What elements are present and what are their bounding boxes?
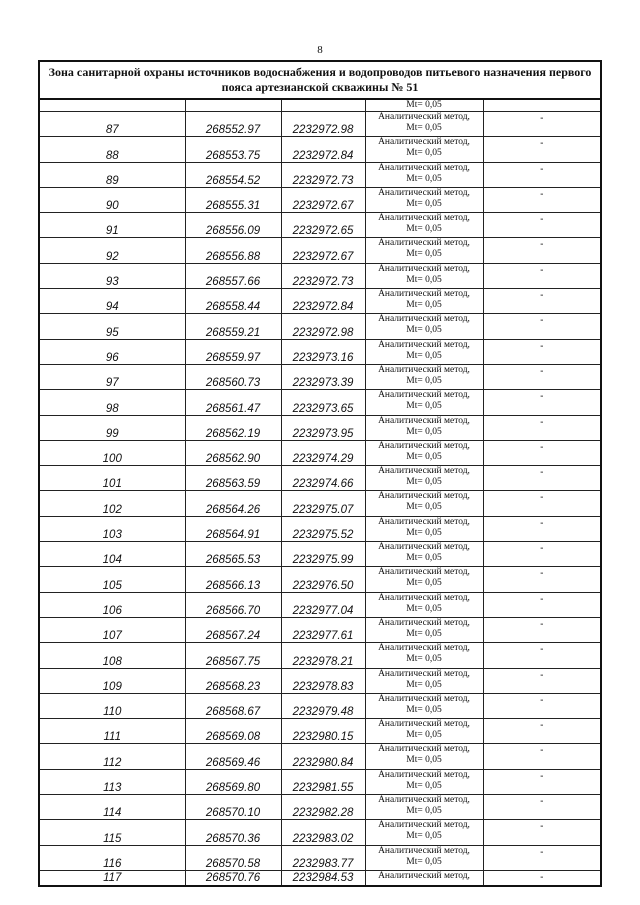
- cell-method: [365, 99, 483, 112]
- method-accuracy: Mt= 0,05: [406, 578, 442, 589]
- method-name: Аналитический метод,: [378, 112, 470, 122]
- cell-method: [365, 187, 483, 212]
- cell-method: [365, 339, 483, 364]
- note-dash: -: [483, 238, 601, 263]
- coordinate-y: 2232974.29: [281, 440, 365, 465]
- method-name: Аналитический метод,: [378, 314, 470, 325]
- coordinate-x: 268570.76: [185, 870, 281, 886]
- coordinate-y: 2232974.66: [281, 466, 365, 491]
- coordinate-y: 2232972.73: [281, 263, 365, 288]
- coordinate-y: 2232972.67: [281, 238, 365, 263]
- cell-method: [365, 820, 483, 845]
- table-row: [39, 364, 601, 389]
- cell-method: [365, 289, 483, 314]
- table-row: [39, 263, 601, 288]
- coordinate-y: 2232984.53: [281, 870, 365, 886]
- method-accuracy: Mt= 0,05: [406, 274, 442, 285]
- coordinate-x: 268554.52: [185, 162, 281, 187]
- coordinate-y: 2232973.65: [281, 390, 365, 415]
- coordinate-y: 2232980.84: [281, 744, 365, 769]
- coordinate-y: 2232977.61: [281, 617, 365, 642]
- point-number: 106: [39, 592, 185, 617]
- coordinate-y: 2232979.48: [281, 693, 365, 718]
- coordinate-y: 2232983.02: [281, 820, 365, 845]
- note-dash: -: [483, 187, 601, 212]
- method-accuracy: Mt= 0,05: [406, 704, 442, 715]
- method-accuracy: Mt= 0,05: [406, 375, 442, 386]
- coordinate-x: 268569.80: [185, 769, 281, 794]
- coordinate-x: 268570.58: [185, 845, 281, 870]
- table-row: [39, 238, 601, 263]
- point-number: 108: [39, 643, 185, 668]
- method-accuracy: Mt= 0,05: [406, 856, 442, 867]
- table-title: Зона санитарной охраны источников водоснабжения и водопроводов питьевого назначения первого пояса артезианской скважины № 51: [39, 61, 601, 99]
- point-number: 93: [39, 263, 185, 288]
- cell-method: [365, 213, 483, 238]
- method-name: Аналитический метод,: [378, 643, 470, 654]
- method-accuracy: Mt= 0,05: [406, 603, 442, 614]
- point-number: 103: [39, 516, 185, 541]
- note-dash: -: [483, 668, 601, 693]
- coordinate-x: 268570.36: [185, 820, 281, 845]
- coordinate-x: 268555.31: [185, 187, 281, 212]
- coordinate-y: 2232972.84: [281, 137, 365, 162]
- table-row: [39, 643, 601, 668]
- coordinate-x: 268568.23: [185, 668, 281, 693]
- boundary-points-table: [38, 60, 602, 887]
- method-accuracy: Mt= 0,05: [406, 100, 442, 110]
- coordinate-x: 268553.75: [185, 137, 281, 162]
- method-name: Аналитический метод,: [378, 339, 470, 350]
- table-row: [39, 744, 601, 769]
- method-accuracy: Mt= 0,05: [406, 350, 442, 361]
- coordinate-x: 268566.70: [185, 592, 281, 617]
- note-dash: -: [483, 516, 601, 541]
- coordinate-y: 2232975.52: [281, 516, 365, 541]
- coordinate-y: 2232972.84: [281, 289, 365, 314]
- cell-number: [39, 99, 185, 112]
- method-name: Аналитический метод,: [378, 744, 470, 755]
- table-row: [39, 491, 601, 516]
- method-accuracy: Mt= 0,05: [406, 148, 442, 159]
- table-row: [39, 289, 601, 314]
- table-row: [39, 390, 601, 415]
- method-accuracy: Mt= 0,05: [406, 755, 442, 766]
- method-name: Аналитический метод,: [378, 440, 470, 451]
- point-number: 97: [39, 364, 185, 389]
- note-dash: -: [483, 263, 601, 288]
- note-dash: -: [483, 845, 601, 870]
- cell-method: [365, 314, 483, 339]
- point-number: 87: [39, 112, 185, 137]
- cell-method: [365, 516, 483, 541]
- cell-method: [365, 364, 483, 389]
- coordinate-x: 268564.91: [185, 516, 281, 541]
- table-row: [39, 542, 601, 567]
- cell-method: [365, 845, 483, 870]
- table-row: [39, 719, 601, 744]
- coordinate-x: 268557.66: [185, 263, 281, 288]
- method-name: Аналитический метод,: [378, 364, 470, 375]
- coordinate-y: 2232972.65: [281, 213, 365, 238]
- method-name: Аналитический метод,: [378, 668, 470, 679]
- coordinate-y: 2232975.99: [281, 542, 365, 567]
- cell-method: [365, 795, 483, 820]
- method-accuracy: Mt= 0,05: [406, 477, 442, 488]
- coordinate-x: 268552.97: [185, 112, 281, 137]
- note-dash: -: [483, 592, 601, 617]
- cell-method: [365, 744, 483, 769]
- method-accuracy: Mt= 0,05: [406, 831, 442, 842]
- method-accuracy: Mt= 0,05: [406, 628, 442, 639]
- note-dash: -: [483, 870, 601, 886]
- method-accuracy: Mt= 0,05: [406, 224, 442, 235]
- method-accuracy: Mt= 0,05: [406, 173, 442, 184]
- coordinate-x: 268562.90: [185, 440, 281, 465]
- method-name: Аналитический метод,: [378, 617, 470, 628]
- coordinate-y: 2232975.07: [281, 491, 365, 516]
- cell-x: [185, 99, 281, 112]
- point-number: 92: [39, 238, 185, 263]
- coordinate-x: 268569.08: [185, 719, 281, 744]
- method-accuracy: Mt= 0,05: [406, 553, 442, 564]
- coordinate-x: 268558.44: [185, 289, 281, 314]
- cell-method: [365, 870, 483, 886]
- method-accuracy: Mt= 0,05: [406, 780, 442, 791]
- cell-method: [365, 542, 483, 567]
- page-number: 8: [317, 44, 323, 56]
- method-accuracy: Mt= 0,05: [406, 451, 442, 462]
- note-dash: -: [483, 364, 601, 389]
- point-number: 101: [39, 466, 185, 491]
- note-dash: -: [483, 795, 601, 820]
- table-row: [39, 693, 601, 718]
- point-number: 112: [39, 744, 185, 769]
- coordinate-y: 2232973.39: [281, 364, 365, 389]
- note-dash: -: [483, 314, 601, 339]
- point-number: 110: [39, 693, 185, 718]
- cell-method: [365, 769, 483, 794]
- point-number: 117: [39, 870, 185, 886]
- table-row: [39, 567, 601, 592]
- point-number: 115: [39, 820, 185, 845]
- table-row: [39, 137, 601, 162]
- coordinate-x: 268564.26: [185, 491, 281, 516]
- note-dash: -: [483, 162, 601, 187]
- coordinate-x: 268559.97: [185, 339, 281, 364]
- cell-method: [365, 668, 483, 693]
- note-dash: -: [483, 693, 601, 718]
- note-dash: -: [483, 390, 601, 415]
- coordinate-y: 2232972.98: [281, 314, 365, 339]
- method-accuracy: Mt= 0,05: [406, 679, 442, 690]
- note-dash: -: [483, 466, 601, 491]
- coordinate-x: 268561.47: [185, 390, 281, 415]
- note-dash: -: [483, 744, 601, 769]
- cell-method: [365, 643, 483, 668]
- cell-y: [281, 99, 365, 112]
- coordinate-y: 2232972.67: [281, 187, 365, 212]
- method-name: Аналитический метод,: [378, 390, 470, 401]
- method-name: Аналитический метод,: [378, 870, 470, 881]
- note-dash: -: [483, 643, 601, 668]
- table-row: [39, 466, 601, 491]
- method-name: Аналитический метод,: [378, 592, 470, 603]
- note-dash: -: [483, 112, 601, 137]
- point-number: 104: [39, 542, 185, 567]
- method-accuracy: Mt= 0,05: [406, 123, 442, 133]
- coordinate-x: 268556.09: [185, 213, 281, 238]
- coordinate-y: 2232973.95: [281, 415, 365, 440]
- point-number: 95: [39, 314, 185, 339]
- coordinate-x: 268567.24: [185, 617, 281, 642]
- table-row: [39, 314, 601, 339]
- coordinate-x: 268568.67: [185, 693, 281, 718]
- continuation-row: [39, 99, 601, 112]
- table-row: [39, 415, 601, 440]
- method-accuracy: Mt= 0,05: [406, 198, 442, 209]
- table-row: [39, 592, 601, 617]
- point-number: 88: [39, 137, 185, 162]
- method-name: Аналитический метод,: [378, 719, 470, 730]
- method-name: Аналитический метод,: [378, 187, 470, 198]
- note-dash: -: [483, 289, 601, 314]
- point-number: 107: [39, 617, 185, 642]
- point-number: 90: [39, 187, 185, 212]
- method-name: Аналитический метод,: [378, 415, 470, 426]
- method-name: Аналитический метод,: [378, 162, 470, 173]
- method-accuracy: Mt= 0,05: [406, 300, 442, 311]
- method-accuracy: Mt= 0,05: [406, 654, 442, 665]
- coordinate-y: 2232977.04: [281, 592, 365, 617]
- method-accuracy: Mt= 0,05: [406, 426, 442, 437]
- method-accuracy: Mt= 0,05: [406, 527, 442, 538]
- cell-method: [365, 238, 483, 263]
- method-name: Аналитический метод,: [378, 137, 470, 148]
- table-row: [39, 769, 601, 794]
- method-name: Аналитический метод,: [378, 693, 470, 704]
- cell-method: [365, 137, 483, 162]
- point-number: 100: [39, 440, 185, 465]
- method-name: Аналитический метод,: [378, 213, 470, 224]
- coordinate-x: 268565.53: [185, 542, 281, 567]
- coordinate-x: 268570.10: [185, 795, 281, 820]
- method-name: Аналитический метод,: [378, 491, 470, 502]
- method-name: Аналитический метод,: [378, 795, 470, 806]
- coordinate-y: 2232978.21: [281, 643, 365, 668]
- cell-method: [365, 415, 483, 440]
- method-name: Аналитический метод,: [378, 567, 470, 578]
- method-accuracy: Mt= 0,05: [406, 730, 442, 741]
- note-dash: -: [483, 567, 601, 592]
- table-row: [39, 617, 601, 642]
- method-name: Аналитический метод,: [378, 845, 470, 856]
- note-dash: -: [483, 339, 601, 364]
- cell-method: [365, 390, 483, 415]
- method-name: Аналитический метод,: [378, 542, 470, 553]
- table-row: [39, 820, 601, 845]
- table-row: [39, 187, 601, 212]
- coordinate-y: 2232982.28: [281, 795, 365, 820]
- point-number: 96: [39, 339, 185, 364]
- coordinate-x: 268569.46: [185, 744, 281, 769]
- note-dash: -: [483, 542, 601, 567]
- coordinate-x: 268559.21: [185, 314, 281, 339]
- cell-method: [365, 440, 483, 465]
- method-accuracy: Mt= 0,05: [406, 806, 442, 817]
- coordinate-y: 2232980.15: [281, 719, 365, 744]
- note-dash: -: [483, 617, 601, 642]
- method-accuracy: Mt= 0,05: [406, 502, 442, 513]
- point-number: 91: [39, 213, 185, 238]
- table-row: [39, 112, 601, 137]
- cell-method: [365, 162, 483, 187]
- table-row: [39, 516, 601, 541]
- point-number: 99: [39, 415, 185, 440]
- coordinate-x: 268566.13: [185, 567, 281, 592]
- cell-note: [483, 99, 601, 112]
- coordinate-x: 268563.59: [185, 466, 281, 491]
- point-number: 116: [39, 845, 185, 870]
- method-name: Аналитический метод,: [378, 769, 470, 780]
- coordinate-x: 268556.88: [185, 238, 281, 263]
- cell-method: [365, 263, 483, 288]
- method-accuracy: Mt= 0,05: [406, 401, 442, 412]
- method-name: Аналитический метод,: [378, 820, 470, 831]
- cell-method: [365, 112, 483, 137]
- cell-method: [365, 693, 483, 718]
- cell-method: [365, 617, 483, 642]
- table-row: [39, 668, 601, 693]
- table-row: [39, 339, 601, 364]
- point-number: 113: [39, 769, 185, 794]
- method-name: Аналитический метод,: [378, 516, 470, 527]
- coordinate-y: 2232972.73: [281, 162, 365, 187]
- coordinate-x: 268567.75: [185, 643, 281, 668]
- method-name: Аналитический метод,: [378, 466, 470, 477]
- point-number: 111: [39, 719, 185, 744]
- method-name: Аналитический метод,: [378, 289, 470, 300]
- note-dash: -: [483, 820, 601, 845]
- coordinate-x: 268560.73: [185, 364, 281, 389]
- note-dash: -: [483, 719, 601, 744]
- coordinate-y: 2232978.83: [281, 668, 365, 693]
- point-number: 94: [39, 289, 185, 314]
- note-dash: -: [483, 213, 601, 238]
- cell-method: [365, 567, 483, 592]
- note-dash: -: [483, 137, 601, 162]
- table-row: [39, 870, 601, 886]
- cell-method: [365, 592, 483, 617]
- table-row: [39, 795, 601, 820]
- method-accuracy: Mt= 0,05: [406, 325, 442, 336]
- point-number: 98: [39, 390, 185, 415]
- note-dash: -: [483, 415, 601, 440]
- cell-method: [365, 466, 483, 491]
- point-number: 105: [39, 567, 185, 592]
- cell-method: [365, 491, 483, 516]
- coordinate-y: 2232973.16: [281, 339, 365, 364]
- coordinate-y: 2232981.55: [281, 769, 365, 794]
- cell-method: [365, 719, 483, 744]
- point-number: 102: [39, 491, 185, 516]
- note-dash: -: [483, 491, 601, 516]
- table-row: [39, 440, 601, 465]
- method-name: Аналитический метод,: [378, 263, 470, 274]
- method-name: Аналитический метод,: [378, 238, 470, 249]
- note-dash: -: [483, 440, 601, 465]
- coordinate-y: 2232972.98: [281, 112, 365, 137]
- coordinate-y: 2232983.77: [281, 845, 365, 870]
- table-row: [39, 162, 601, 187]
- method-accuracy: Mt= 0,05: [406, 249, 442, 260]
- point-number: 109: [39, 668, 185, 693]
- table-row: [39, 845, 601, 870]
- note-dash: -: [483, 769, 601, 794]
- table-title-row: [39, 61, 601, 99]
- point-number: 114: [39, 795, 185, 820]
- table-row: [39, 213, 601, 238]
- point-number: 89: [39, 162, 185, 187]
- coordinate-x: 268562.19: [185, 415, 281, 440]
- coordinate-y: 2232976.50: [281, 567, 365, 592]
